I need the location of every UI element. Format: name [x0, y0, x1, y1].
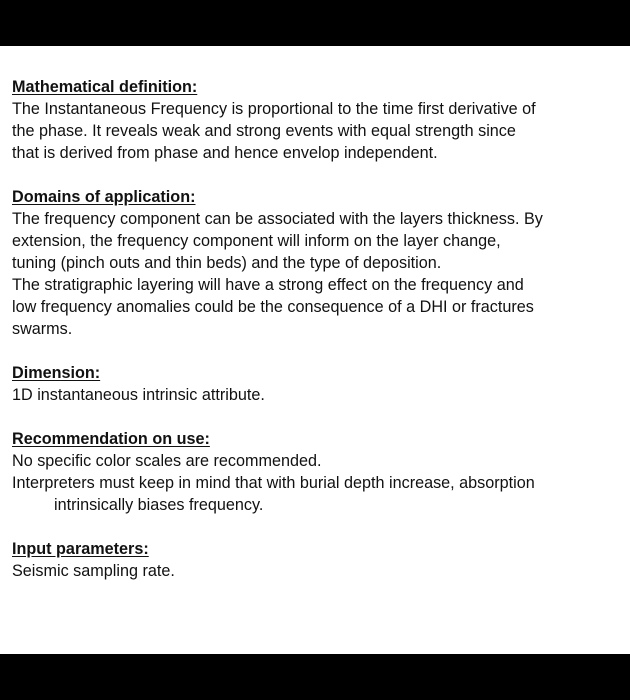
section-recommendation-on-use: [12, 428, 620, 516]
section-mathematical-definition: [12, 76, 620, 164]
body-line: low frequency anomalies could be the consequence of a DHI or fractures: [12, 298, 534, 316]
body-line: 1D instantaneous intrinsic attribute.: [12, 386, 265, 404]
body-line: the phase. It reveals weak and strong events with equal strength since: [12, 122, 516, 140]
section-input-parameters: [12, 538, 620, 582]
section-dimension: [12, 362, 620, 406]
body-line: No specific color scales are recommended.: [12, 452, 322, 470]
section-heading: Input parameters:: [12, 540, 149, 558]
document-page: [0, 46, 630, 654]
body-line: The Instantaneous Frequency is proportional to the time first derivative of: [12, 100, 536, 118]
body-line: Interpreters must keep in mind that with burial depth increase, absorption: [12, 474, 535, 492]
body-line: The frequency component can be associated with the layers thickness. By: [12, 210, 543, 228]
body-line: Seismic sampling rate.: [12, 562, 175, 580]
body-line-indented: intrinsically biases frequency.: [54, 496, 264, 514]
body-line: tuning (pinch outs and thin beds) and the type of deposition.: [12, 254, 442, 272]
section-heading: Mathematical definition:: [12, 78, 198, 96]
body-line: extension, the frequency component will inform on the layer change,: [12, 232, 501, 250]
section-domains-of-application: [12, 186, 620, 340]
section-heading: Domains of application:: [12, 188, 196, 206]
section-heading: Recommendation on use:: [12, 430, 210, 448]
section-heading: Dimension:: [12, 364, 101, 382]
body-line: swarms.: [12, 320, 73, 338]
body-line: that is derived from phase and hence envelop independent.: [12, 144, 438, 162]
body-line: The stratigraphic layering will have a strong effect on the frequency and: [12, 276, 524, 294]
